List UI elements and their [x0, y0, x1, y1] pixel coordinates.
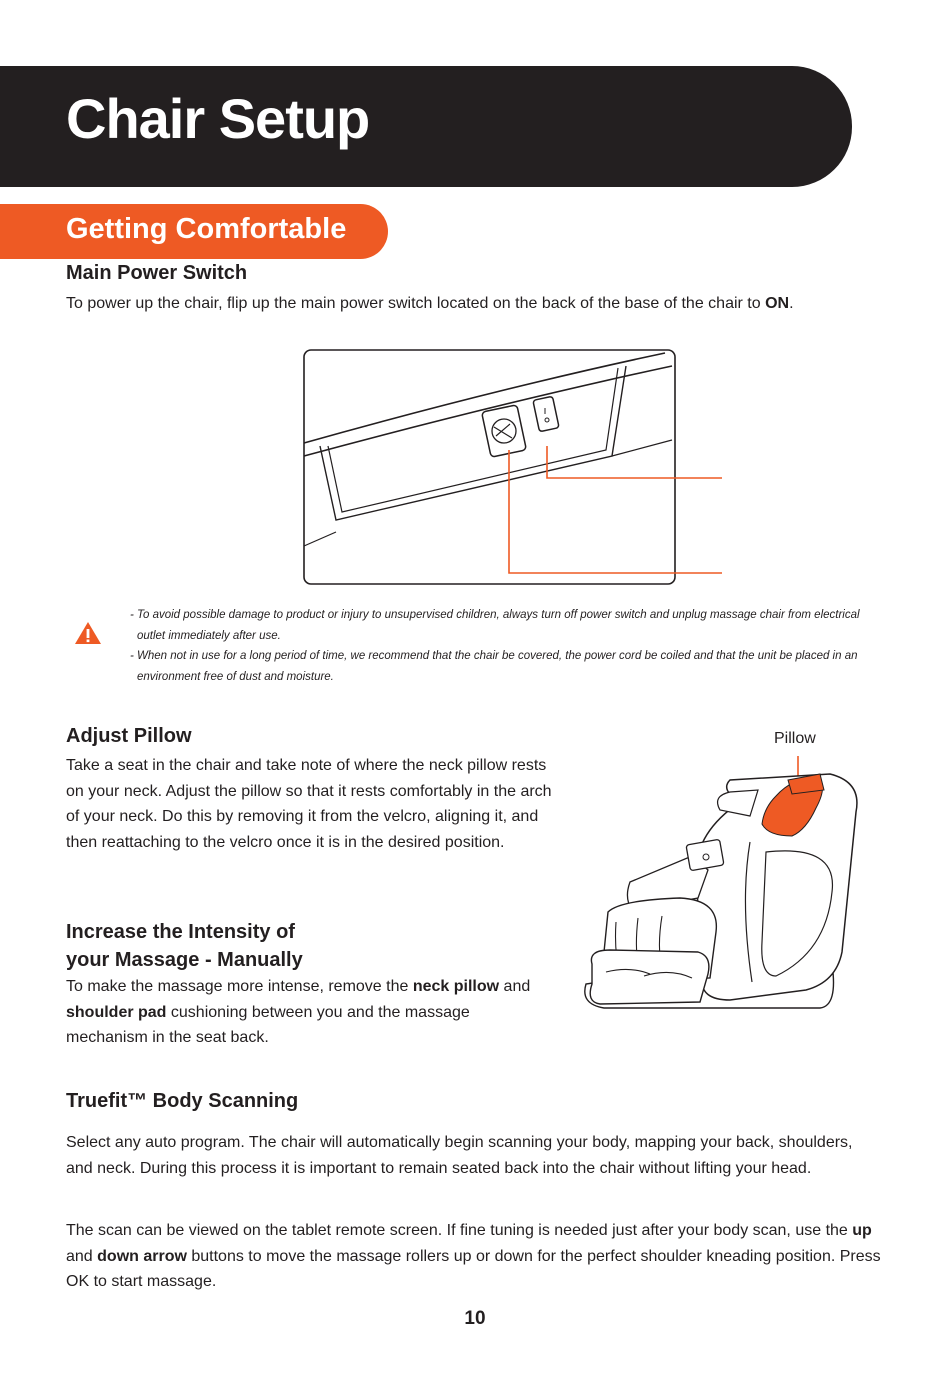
section-title: Getting Comfortable — [66, 213, 347, 245]
warning-item: - To avoid possible damage to product or injury to unsupervised children, always turn off power switch and unplug massage chair from electrical outlet immediately after use. — [130, 609, 860, 642]
intensity-text: To make the massage more intense, remove the neck pillow and shoulder pad cushioning between you and the massage mechanism in the seat back. — [66, 978, 531, 1046]
pillow-label: Pillow — [774, 730, 816, 747]
warning-icon — [74, 621, 102, 645]
page-title: Chair Setup — [66, 87, 370, 150]
massage-chair-illustration — [580, 752, 865, 1017]
warning-list — [130, 605, 870, 687]
pillow-heading: Adjust Pillow — [66, 725, 192, 747]
on-label: ON — [765, 295, 790, 312]
power-switch-diagram — [300, 348, 730, 588]
intensity-heading: Increase the Intensity of your Massage - Manually — [66, 921, 303, 971]
truefit-heading: Truefit™ Body Scanning — [66, 1090, 299, 1112]
power-heading: Main Power Switch — [66, 262, 248, 284]
truefit-paragraph-2: The scan can be viewed on the tablet remote screen. If fine tuning is needed just after your body scan, use the up and down arrow buttons to move the massage rollers up or down for the perfect shoulder kneading position. Press OK to start massage. — [66, 1222, 881, 1290]
power-text: To power up the chair, flip up the main power switch located on the back of the base of the chair to ON. — [66, 295, 794, 312]
title-banner — [0, 66, 852, 187]
page-number: 10 — [464, 1308, 486, 1329]
warning-item: - When not in use for a long period of time, we recommend that the chair be covered, the power cord be coiled and that the unit be placed in an environment free of dust and moisture. — [130, 650, 858, 683]
section-banner — [0, 204, 388, 259]
pillow-text: Take a seat in the chair and take note of where the neck pillow rests on your neck. Adjust the pillow so that it rests comfortably in the arch of your neck. Do this by removing it from the velcro, aligning it, and then reattaching to the velcro once it is in the desired position. — [66, 757, 552, 851]
truefit-paragraph-1: Select any auto program. The chair will automatically begin scanning your body, mapping your back, shoulders, and neck. During this process it is important to remain seated back into the chair without lifting your head. — [66, 1134, 853, 1177]
